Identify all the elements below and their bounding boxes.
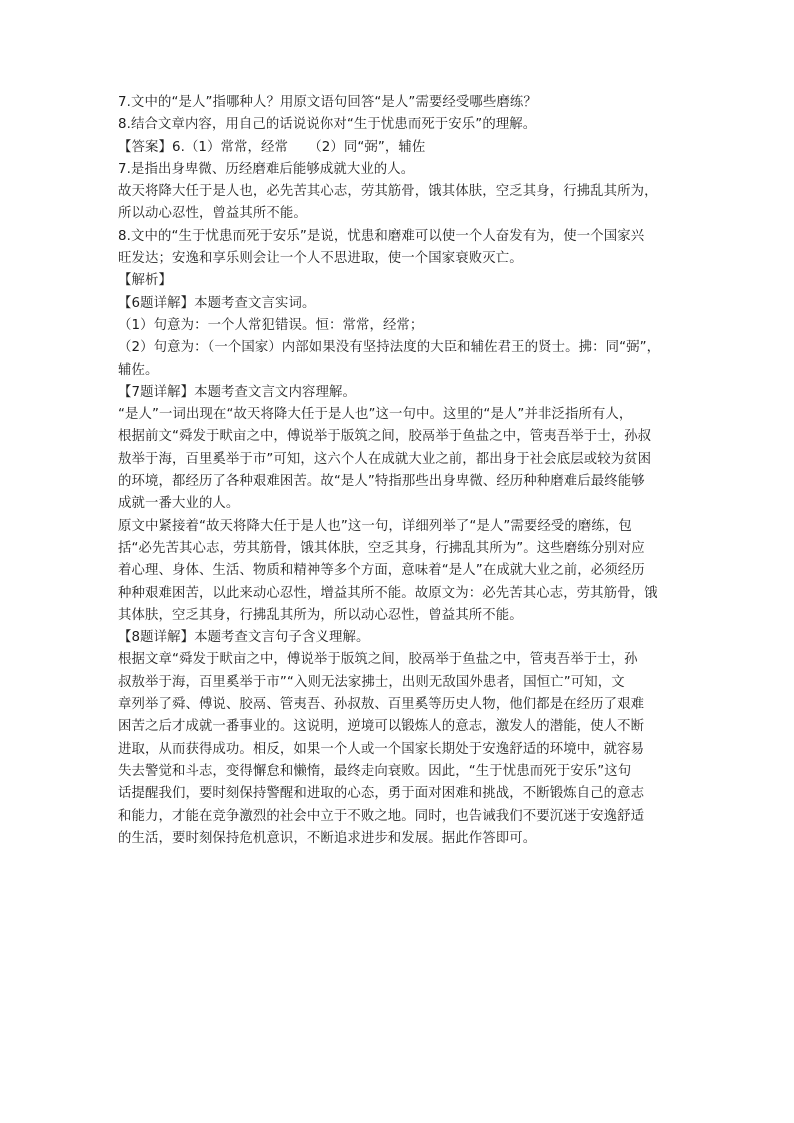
q8-detail-line-6: 失去警觉和斗志，变得懈怠和懒惰，最终走向衰败。因此，“生于忧患而死于安乐”这句 [118,763,632,779]
q8-detail-heading: 【8题详解】本题考查文言句子含义理解。 [118,630,370,646]
q8-detail-line-4: 困苦之后才成就一番事业的。这说明，逆境可以锻炼人的意志，激发人的潜能，使人不断 [118,719,645,735]
answer-8-line-1: 8.文中的“生于忧患而死于安乐”是说，忧患和磨难可以使一个人奋发有为，使一个国家兴 [118,228,645,244]
q7-detail-line-2: 根据前文“舜发于畎亩之中，傅说举于版筑之间，胶鬲举于鱼盐之中，管夷吾举于士，孙叔 [118,429,652,445]
q7-detail-line-6: 原文中紧接着“故天将降大任于是人也”这一句，详细列举了“是人”需要经受的磨练，包 [118,518,632,534]
q7-detail-line-3: 敖举于海，百里奚举于市”可知，这六个人在成就大业之前，都出身于社会底层或较为贫困 [118,451,652,467]
q6-detail-line-3: 辅佐。 [118,362,159,378]
q8-detail-line-7: 话提醒我们，要时刻保持警醒和进取的心态，勇于面对困难和挑战，不断锻炼自己的意志 [118,786,645,802]
q7-detail-line-1: “是人”一词出现在“故天将降大任于是人也”这一句中。这里的“是人”并非泛指所有人， [118,407,633,423]
q7-detail-heading: 【7题详解】本题考查文言文内容理解。 [118,384,356,400]
q8-detail-line-2: 叔敖举于海，百里奚举于市”“入则无法家拂士，出则无敌国外患者，国恒亡”可知，文 [118,674,625,690]
q7-detail-line-5: 成就一番大业的人。 [118,496,240,512]
q8-detail-line-5: 进取，从而获得成功。相反，如果一个人或一个国家长期处于安逸舒适的环境中，就容易 [118,741,645,757]
q7-detail-line-7: 括“必先苦其心志，劳其筋骨，饿其体肤，空乏其身，行拂乱其所为”。这些磨练分别对应 [118,540,645,556]
answer-7-line-3: 所以动心忍性，曾益其所不能。 [118,206,307,222]
q8-detail-line-3: 章列举了舜、傅说、胶鬲、管夷吾、孙叔敖、百里奚等历史人物，他们都是在经历了艰难 [118,697,645,713]
q8-detail-line-9: 的生活，要时刻保持危机意识，不断追求进步和发展。据此作答即可。 [118,830,537,846]
answer-7-line-2: 故天将降大任于是人也，必先苦其心志，劳其筋骨，饿其体肤，空乏其身，行拂乱其所为， [118,184,658,200]
q7-detail-line-9: 种种艰难困苦，以此来动心忍性，增益其所不能。故原文为：必先苦其心志，劳其筋骨，饿 [118,585,658,601]
q6-detail-line-2: （2）句意为：（一个国家）内部如果没有坚持法度的大臣和辅佐君王的贤士。拂：同“弼”， [118,340,661,356]
q7-detail-line-4: 的环境，都经历了各种艰难困苦。故“是人”特指那些出身卑微、经历种种磨难后最终能够 [118,474,645,490]
q8-detail-line-1: 根据文章“舜发于畎亩之中，傅说举于版筑之间，胶鬲举于鱼盐之中，管夷吾举于士，孙 [118,652,638,668]
q8-detail-line-8: 和能力，才能在竞争激烈的社会中立于不败之地。同时，也告诫我们不要沉迷于安逸舒适 [118,808,645,824]
answer-6: 【答案】6.（1）常常，经常 （2）同“弼”，辅佐 [118,139,426,155]
q6-detail-heading: 【6题详解】本题考查文言实词。 [118,295,316,311]
q6-detail-line-1: （1）句意为：一个人常犯错误。恒：常常，经常； [118,317,424,333]
analysis-heading: 【解析】 [118,273,172,289]
document-page [118,92,688,850]
q7-detail-line-10: 其体肤，空乏其身，行拂乱其所为，所以动心忍性，曾益其所不能。 [118,607,523,623]
answer-7-line-1: 7.是指出身卑微、历经磨难后能够成就大业的人。 [118,161,415,177]
q7-detail-line-8: 着心理、身体、生活、物质和精神等多个方面，意味着“是人”在成就大业之前，必须经历 [118,563,645,579]
answer-8-line-2: 旺发达；安逸和享乐则会让一个人不思进取，使一个国家衰败灭亡。 [118,251,523,267]
question-7: 7.文中的“是人”指哪种人？用原文语句回答“是人”需要经受哪些磨练？ [118,95,537,110]
question-8: 8.结合文章内容，用自己的话说说你对“生于忧患而死于安乐”的理解。 [118,117,537,133]
